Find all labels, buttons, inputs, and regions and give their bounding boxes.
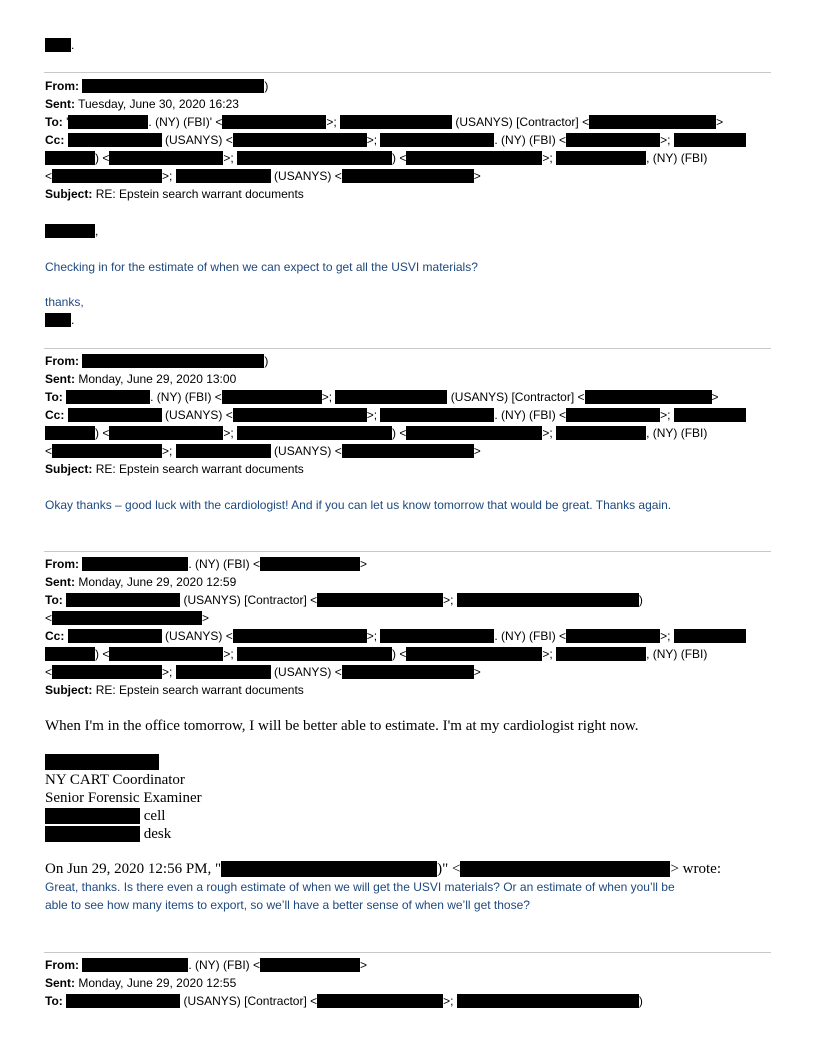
email-1-to <box>45 115 723 129</box>
divider <box>44 551 771 552</box>
redaction <box>380 133 494 147</box>
redaction <box>317 593 443 607</box>
redaction <box>68 115 148 129</box>
sent-label: Sent: <box>45 372 75 386</box>
cc-label: Cc: <box>45 408 65 422</box>
email-2-from <box>45 354 268 368</box>
text: ' <box>66 115 69 129</box>
redaction <box>176 444 271 458</box>
quote-header <box>45 861 721 878</box>
quote-line: Great, thanks. Is there even a rough estimate of when we will get the USVI materials? Or an estimate of when you’ll be <box>45 880 675 894</box>
redaction <box>176 169 271 183</box>
email-1-subject <box>45 187 304 201</box>
from-label: From: <box>45 79 79 93</box>
text: (USANYS) [Contractor] < <box>452 115 590 129</box>
email-2-to <box>45 390 719 404</box>
text: . (NY) (FBI) < <box>188 557 261 571</box>
redaction <box>335 390 447 404</box>
email-2-body-line: Okay thanks – good luck with the cardiologist! And if you can let us know tomorrow that would be great. Thanks again. <box>45 498 672 512</box>
to-label: To: <box>45 593 63 607</box>
text: (USANYS) < <box>161 629 233 643</box>
text: ) <box>264 354 269 368</box>
text: ) <box>638 994 643 1008</box>
text: (USANYS) [Contractor] < <box>180 593 318 607</box>
text: < <box>45 169 53 183</box>
redaction <box>45 647 95 661</box>
redaction <box>52 169 162 183</box>
redaction <box>222 115 326 129</box>
text: >; <box>660 629 674 643</box>
signature-desk <box>45 826 171 843</box>
text: ) < <box>392 151 407 165</box>
redaction <box>237 151 392 165</box>
redaction <box>556 426 646 440</box>
redaction <box>566 408 660 422</box>
text: >; <box>366 629 381 643</box>
text: , (NY) (FBI) <box>646 151 708 165</box>
text: >; <box>162 665 176 679</box>
subject-value: RE: Epstein search warrant documents <box>95 683 304 697</box>
email-3-body-line: When I'm in the office tomorrow, I will be better able to estimate. I'm at my cardiologist right now. <box>45 718 639 734</box>
text: On Jun 29, 2020 12:56 PM, " <box>45 861 222 877</box>
text: >; <box>443 593 457 607</box>
text: . (NY) (FBI) < <box>188 958 261 972</box>
text: . (NY) (FBI) < <box>494 408 567 422</box>
email-3-cc <box>45 629 746 643</box>
redaction <box>237 426 392 440</box>
redaction <box>556 647 646 661</box>
redaction <box>342 665 474 679</box>
text: >; <box>223 647 238 661</box>
redaction <box>66 994 180 1008</box>
text: >; <box>162 169 176 183</box>
to-label: To: <box>45 994 63 1008</box>
redaction <box>68 408 162 422</box>
text: . (NY) (FBI) < <box>494 629 567 643</box>
redaction <box>674 133 746 147</box>
sent-label: Sent: <box>45 575 75 589</box>
sent-value: Tuesday, June 30, 2020 16:23 <box>78 97 239 111</box>
redaction <box>406 151 542 165</box>
redaction <box>406 647 542 661</box>
text: ) <box>638 593 643 607</box>
redaction <box>233 408 367 422</box>
from-label: From: <box>45 557 79 571</box>
subject-label: Subject: <box>45 462 93 476</box>
sent-value: Monday, June 29, 2020 12:59 <box>78 575 237 589</box>
signature-cell <box>45 808 165 825</box>
redaction <box>674 408 746 422</box>
text: (USANYS) < <box>161 133 233 147</box>
redaction <box>45 808 140 824</box>
cell-label: cell <box>143 808 166 824</box>
text: > <box>716 115 724 129</box>
period: . <box>71 313 75 327</box>
text: < <box>45 611 53 625</box>
subject-label: Subject: <box>45 187 93 201</box>
text: (USANYS) < <box>161 408 233 422</box>
email-2-cc-cont <box>45 426 707 440</box>
text: . (NY) (FBI)' < <box>148 115 223 129</box>
divider <box>44 348 771 349</box>
text: >; <box>326 115 341 129</box>
redaction <box>68 629 162 643</box>
redaction <box>566 629 660 643</box>
redaction <box>674 629 746 643</box>
redaction <box>82 557 188 571</box>
redaction <box>457 994 639 1008</box>
redaction <box>556 151 646 165</box>
text: (USANYS) < <box>270 665 342 679</box>
redaction <box>260 557 360 571</box>
email-2-cc <box>45 408 746 422</box>
email-1-cc-cont <box>45 151 707 165</box>
text: >; <box>443 994 457 1008</box>
text: > <box>711 390 719 404</box>
subject-value: RE: Epstein search warrant documents <box>95 187 304 201</box>
redaction <box>460 861 670 877</box>
redaction <box>260 958 360 972</box>
email-4-sent <box>45 976 236 990</box>
redaction <box>342 169 474 183</box>
email-4-from <box>45 958 367 972</box>
redaction <box>457 593 639 607</box>
signature-title: NY CART Coordinator <box>45 772 185 788</box>
text: ) < <box>95 426 110 440</box>
desk-label: desk <box>143 826 172 842</box>
signature-title: Senior Forensic Examiner <box>45 790 202 806</box>
to-label: To: <box>45 115 63 129</box>
redaction <box>380 629 494 643</box>
text: , <box>95 224 99 238</box>
redaction <box>66 593 180 607</box>
text: ) <box>264 79 269 93</box>
redaction <box>589 115 716 129</box>
email-3-subject <box>45 683 304 697</box>
text: (USANYS) < <box>270 444 342 458</box>
email-3-to <box>45 593 643 607</box>
text: . (NY) (FBI) < <box>150 390 222 404</box>
text: (USANYS) [Contractor] < <box>447 390 585 404</box>
redaction <box>109 647 223 661</box>
period: . <box>71 38 75 52</box>
email-3-sent <box>45 575 236 589</box>
sent-label: Sent: <box>45 97 75 111</box>
redaction <box>176 665 271 679</box>
text: >; <box>542 426 557 440</box>
redaction <box>82 79 264 93</box>
text: >; <box>223 426 238 440</box>
text: >; <box>660 133 674 147</box>
redaction <box>406 426 542 440</box>
redaction <box>45 313 71 327</box>
redaction <box>45 426 95 440</box>
text: , (NY) (FBI) <box>646 426 708 440</box>
text: (USANYS) [Contractor] < <box>180 994 318 1008</box>
from-label: From: <box>45 958 79 972</box>
text: ) < <box>95 647 110 661</box>
text: >; <box>660 408 674 422</box>
redaction <box>45 826 140 842</box>
redaction <box>45 224 95 238</box>
text: < <box>45 665 53 679</box>
divider <box>44 72 771 73</box>
text: > <box>202 611 210 625</box>
redaction <box>237 647 392 661</box>
email-3-cc-cont2 <box>45 665 481 679</box>
cc-label: Cc: <box>45 629 65 643</box>
redaction <box>52 665 162 679</box>
email-4-to <box>45 994 643 1008</box>
to-label: To: <box>45 390 63 404</box>
text: )" < <box>437 861 461 877</box>
redaction <box>222 390 322 404</box>
text: ) < <box>95 151 110 165</box>
redaction <box>566 133 660 147</box>
text: > <box>360 958 368 972</box>
text: ) < <box>392 647 407 661</box>
text: > wrote: <box>670 861 721 877</box>
email-1-signoff <box>45 313 74 327</box>
redaction <box>52 611 202 625</box>
redaction <box>221 861 437 877</box>
redaction <box>82 958 188 972</box>
redaction <box>109 426 223 440</box>
email-1-body-line: Checking in for the estimate of when we can expect to get all the USVI materials? <box>45 260 478 274</box>
cc-label: Cc: <box>45 133 65 147</box>
from-label: From: <box>45 354 79 368</box>
email-2-cc-cont2 <box>45 444 481 458</box>
redaction <box>52 444 162 458</box>
email-1-sent <box>45 97 239 111</box>
redaction <box>109 151 223 165</box>
email-1-cc <box>45 133 746 147</box>
sent-value: Monday, June 29, 2020 12:55 <box>78 976 237 990</box>
signature-name-redaction <box>45 754 159 770</box>
subject-label: Subject: <box>45 683 93 697</box>
text: > <box>473 665 481 679</box>
redaction <box>342 444 474 458</box>
redaction <box>82 354 264 368</box>
redaction <box>585 390 712 404</box>
email-3-cc-cont <box>45 647 707 661</box>
email-1-from <box>45 79 268 93</box>
text: (USANYS) < <box>270 169 342 183</box>
email-1-cc-cont2 <box>45 169 481 183</box>
text: >; <box>223 151 238 165</box>
redaction <box>45 151 95 165</box>
text: >; <box>321 390 336 404</box>
text: >; <box>542 647 557 661</box>
email-3-from <box>45 557 367 571</box>
text: >; <box>162 444 176 458</box>
divider <box>44 952 771 953</box>
text: ) < <box>392 426 407 440</box>
text: > <box>473 444 481 458</box>
email-1-body-line: thanks, <box>45 295 84 309</box>
text: >; <box>366 133 381 147</box>
redaction <box>68 133 162 147</box>
email-2-sent <box>45 372 236 386</box>
redaction <box>66 390 150 404</box>
text: , (NY) (FBI) <box>646 647 708 661</box>
sent-label: Sent: <box>45 976 75 990</box>
sent-value: Monday, June 29, 2020 13:00 <box>78 372 237 386</box>
email-1-salutation <box>45 224 98 238</box>
text: >; <box>542 151 557 165</box>
redaction <box>317 994 443 1008</box>
redaction <box>233 629 367 643</box>
subject-value: RE: Epstein search warrant documents <box>95 462 304 476</box>
redaction <box>45 38 71 52</box>
text: . (NY) (FBI) < <box>494 133 567 147</box>
redaction <box>233 133 367 147</box>
redaction <box>340 115 452 129</box>
text: < <box>45 444 53 458</box>
text: > <box>473 169 481 183</box>
quote-line: able to see how many items to export, so we’ll have a better sense of when we’ll get those? <box>45 898 530 912</box>
email-3-to-cont <box>45 611 209 625</box>
top-signoff <box>45 38 74 52</box>
email-2-subject <box>45 462 304 476</box>
text: >; <box>366 408 381 422</box>
redaction <box>380 408 494 422</box>
text: > <box>360 557 368 571</box>
